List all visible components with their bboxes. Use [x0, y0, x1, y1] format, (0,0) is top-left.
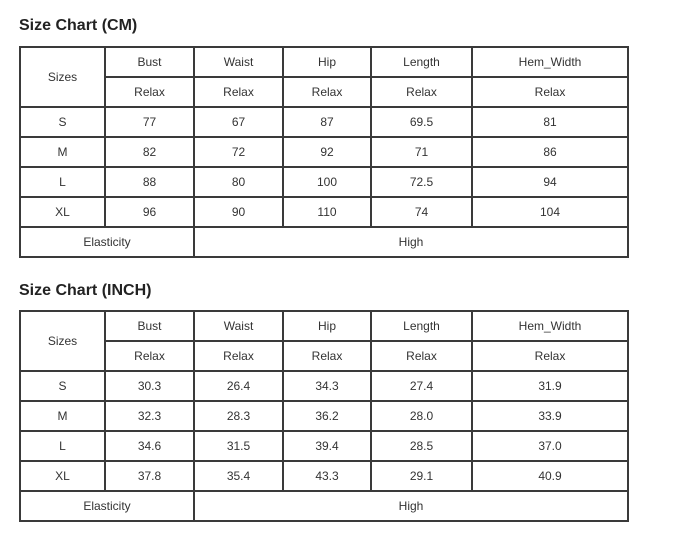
length-fit: Relax [371, 77, 472, 107]
hem-width-cell: 104 [472, 197, 628, 227]
hip-cell: 39.4 [283, 431, 371, 461]
sizes-header: Sizes [20, 47, 105, 107]
bust-cell: 82 [105, 137, 194, 167]
table-row [20, 431, 628, 461]
hem-width-cell: 37.0 [472, 431, 628, 461]
bust-cell: 88 [105, 167, 194, 197]
size-cell: XL [20, 461, 105, 491]
length-header: Length [371, 47, 472, 77]
waist-cell: 72 [194, 137, 283, 167]
hem-width-cell: 94 [472, 167, 628, 197]
bust-cell: 30.3 [105, 371, 194, 401]
length-cell: 28.0 [371, 401, 472, 431]
waist-header: Waist [194, 47, 283, 77]
size-cell: S [20, 371, 105, 401]
size-cell: XL [20, 197, 105, 227]
bust-header: Bust [105, 47, 194, 77]
elasticity-label: Elasticity [20, 227, 194, 257]
waist-cell: 67 [194, 107, 283, 137]
waist-cell: 28.3 [194, 401, 283, 431]
header-row [20, 47, 628, 77]
waist-cell: 35.4 [194, 461, 283, 491]
hip-cell: 43.3 [283, 461, 371, 491]
elasticity-row [20, 491, 628, 521]
hip-fit: Relax [283, 77, 371, 107]
length-cell: 28.5 [371, 431, 472, 461]
size-chart-inch-table [19, 310, 629, 522]
elasticity-value: High [194, 491, 628, 521]
table-row [20, 371, 628, 401]
elasticity-row [20, 227, 628, 257]
hem-width-cell: 31.9 [472, 371, 628, 401]
bust-header: Bust [105, 311, 194, 341]
hem-width-cell: 40.9 [472, 461, 628, 491]
size-chart-inch-body [20, 311, 628, 521]
size-chart-cm-table [19, 46, 629, 258]
hem-width-cell: 86 [472, 137, 628, 167]
size-cell: M [20, 137, 105, 167]
hip-cell: 100 [283, 167, 371, 197]
bust-fit: Relax [105, 77, 194, 107]
hip-cell: 36.2 [283, 401, 371, 431]
hem-width-header: Hem_Width [472, 47, 628, 77]
table-row [20, 167, 628, 197]
table-row [20, 401, 628, 431]
table-row [20, 107, 628, 137]
bust-cell: 32.3 [105, 401, 194, 431]
bust-fit: Relax [105, 341, 194, 371]
length-header: Length [371, 311, 472, 341]
waist-cell: 26.4 [194, 371, 283, 401]
hip-header: Hip [283, 311, 371, 341]
hem-width-cell: 81 [472, 107, 628, 137]
waist-header: Waist [194, 311, 283, 341]
size-chart-inch-title: Size Chart (INCH) [19, 282, 152, 299]
hip-cell: 92 [283, 137, 371, 167]
table-row [20, 461, 628, 491]
hip-cell: 34.3 [283, 371, 371, 401]
bust-cell: 77 [105, 107, 194, 137]
length-cell: 27.4 [371, 371, 472, 401]
hip-cell: 110 [283, 197, 371, 227]
bust-cell: 96 [105, 197, 194, 227]
length-cell: 72.5 [371, 167, 472, 197]
size-cell: M [20, 401, 105, 431]
elasticity-label: Elasticity [20, 491, 194, 521]
bust-cell: 34.6 [105, 431, 194, 461]
length-cell: 29.1 [371, 461, 472, 491]
length-cell: 69.5 [371, 107, 472, 137]
length-cell: 71 [371, 137, 472, 167]
sizes-header: Sizes [20, 311, 105, 371]
hem-width-header: Hem_Width [472, 311, 628, 341]
waist-fit: Relax [194, 341, 283, 371]
size-cell: S [20, 107, 105, 137]
table-row [20, 137, 628, 167]
waist-cell: 80 [194, 167, 283, 197]
table-row [20, 197, 628, 227]
hip-fit: Relax [283, 341, 371, 371]
hip-header: Hip [283, 47, 371, 77]
length-fit: Relax [371, 341, 472, 371]
length-cell: 74 [371, 197, 472, 227]
subheader-row [20, 341, 628, 371]
size-cell: L [20, 431, 105, 461]
bust-cell: 37.8 [105, 461, 194, 491]
waist-cell: 90 [194, 197, 283, 227]
hip-cell: 87 [283, 107, 371, 137]
hem-width-fit: Relax [472, 341, 628, 371]
waist-cell: 31.5 [194, 431, 283, 461]
size-chart-cm-title: Size Chart (CM) [19, 17, 138, 34]
hem-width-cell: 33.9 [472, 401, 628, 431]
header-row [20, 311, 628, 341]
elasticity-value: High [194, 227, 628, 257]
hem-width-fit: Relax [472, 77, 628, 107]
waist-fit: Relax [194, 77, 283, 107]
size-chart-cm-body [20, 47, 628, 257]
size-cell: L [20, 167, 105, 197]
subheader-row [20, 77, 628, 107]
